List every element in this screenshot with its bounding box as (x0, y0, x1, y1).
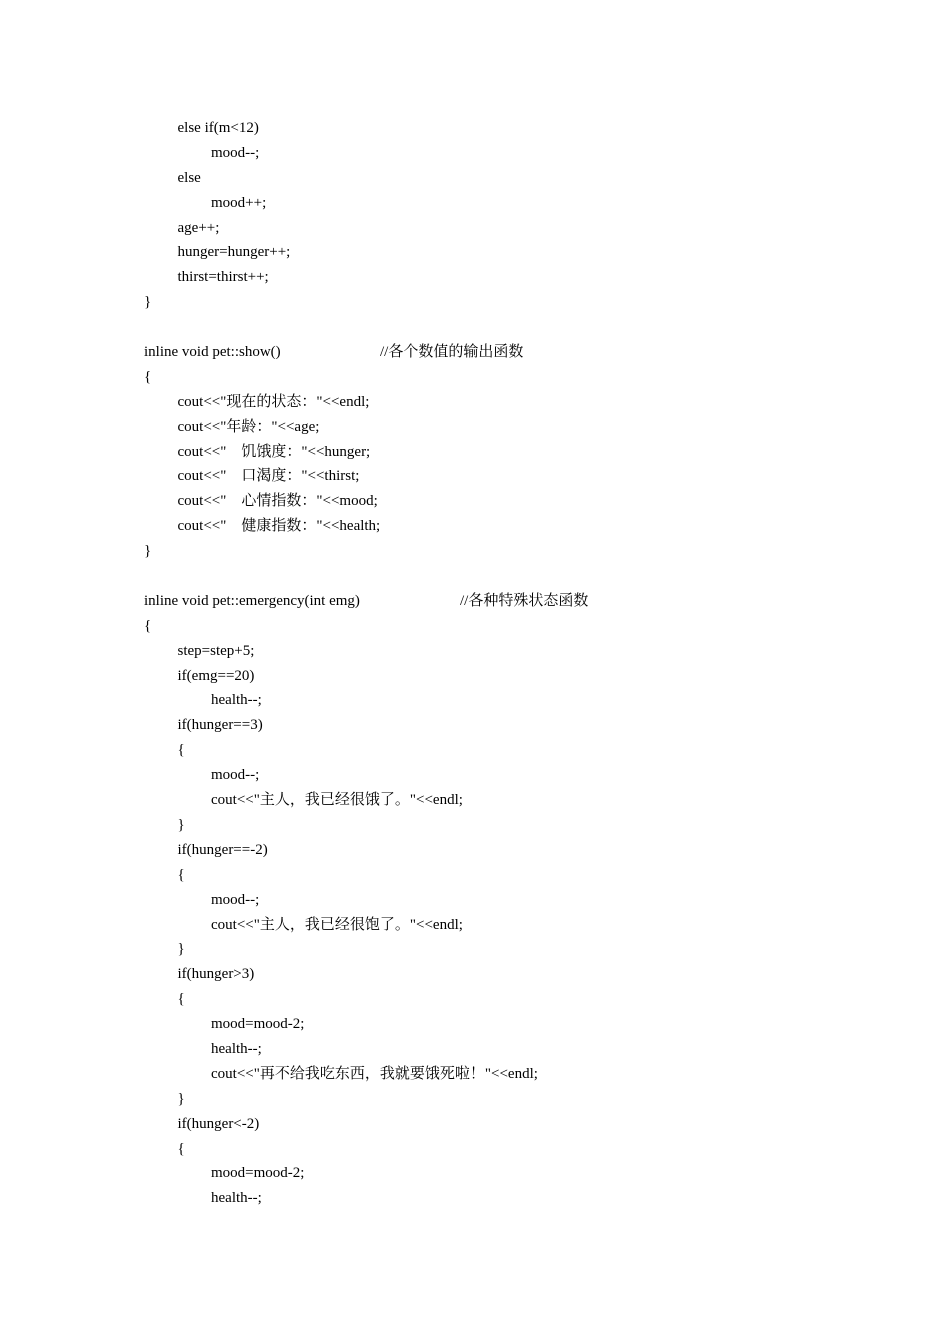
code-text: health--; (211, 1040, 262, 1057)
code-line (144, 763, 904, 788)
code-line (144, 1186, 904, 1211)
code-text: { (177, 742, 185, 759)
code-line (144, 788, 904, 813)
code-text: { (144, 617, 152, 634)
code-text: mood++; (211, 194, 267, 211)
code-line (144, 315, 904, 340)
code-text: mood--; (211, 144, 260, 161)
code-comment: //各个数值的输出函数 (380, 344, 524, 361)
code-text: cout<<"再不给我吃东西，我就要饿死啦！"<<endl; (211, 1065, 538, 1082)
code-comment: //各种特殊状态函数 (460, 592, 589, 609)
code-line (144, 838, 904, 863)
code-line (144, 265, 904, 290)
code-text: age++; (177, 219, 220, 236)
code-text: if(hunger>3) (177, 966, 255, 983)
code-text: cout<<" 饥饿度："<<hunger; (177, 443, 371, 460)
code-text: { (177, 866, 185, 883)
code-text: { (177, 991, 185, 1008)
code-line (144, 688, 904, 713)
code-line (144, 713, 904, 738)
code-line (144, 1137, 904, 1162)
code-line (144, 987, 904, 1012)
code-line (144, 1087, 904, 1112)
code-line (144, 390, 904, 415)
code-line (144, 639, 904, 664)
code-line (144, 290, 904, 315)
code-text: cout<<"主人，我已经很饿了。"<<endl; (211, 792, 463, 809)
code-text: } (144, 294, 152, 311)
code-line (144, 539, 904, 564)
code-text: cout<<"现在的状态："<<endl; (177, 393, 370, 410)
code-text: inline void pet::emergency(int emg) (144, 592, 360, 609)
code-line (144, 1161, 904, 1186)
code-line (144, 962, 904, 987)
code-listing (144, 116, 904, 1211)
code-text: else (177, 169, 201, 186)
code-line (144, 489, 904, 514)
code-text: } (144, 543, 152, 560)
code-text: if(hunger<-2) (177, 1115, 260, 1132)
code-line (144, 166, 904, 191)
code-line (144, 340, 904, 365)
code-text: if(emg==20) (177, 667, 255, 684)
code-text: mood=mood-2; (211, 1016, 305, 1033)
code-text: } (177, 816, 185, 833)
code-line (144, 937, 904, 962)
code-line (144, 813, 904, 838)
code-line (144, 141, 904, 166)
code-line (144, 1012, 904, 1037)
code-line (144, 365, 904, 390)
code-line (144, 564, 904, 589)
code-line (144, 738, 904, 763)
code-line (144, 191, 904, 216)
code-text: { (177, 1140, 185, 1157)
code-text: health--; (211, 692, 262, 709)
code-text: thirst=thirst++; (177, 269, 269, 286)
code-line (144, 664, 904, 689)
code-text: } (177, 1090, 185, 1107)
code-text: if(hunger==-2) (177, 841, 268, 858)
code-line (144, 116, 904, 141)
code-text: hunger=hunger++; (177, 244, 291, 261)
code-line (144, 913, 904, 938)
code-line (144, 240, 904, 265)
code-line (144, 1062, 904, 1087)
code-line (144, 514, 904, 539)
code-text: cout<<" 口渴度："<<thirst; (177, 468, 360, 485)
code-line (144, 440, 904, 465)
code-text: step=step+5; (177, 642, 255, 659)
code-text: cout<<"年龄："<<age; (177, 418, 320, 435)
code-line (144, 863, 904, 888)
code-line (144, 589, 904, 614)
code-line (144, 216, 904, 241)
code-text: { (144, 368, 152, 385)
code-line (144, 415, 904, 440)
code-line (144, 1112, 904, 1137)
code-line (144, 888, 904, 913)
code-line (144, 1037, 904, 1062)
code-text: mood--; (211, 767, 260, 784)
code-text: health--; (211, 1190, 262, 1207)
code-text: mood=mood-2; (211, 1165, 305, 1182)
code-line (144, 614, 904, 639)
code-text: } (177, 941, 185, 958)
code-text: else if(m<12) (177, 120, 259, 136)
code-text: cout<<" 健康指数："<<health; (177, 518, 381, 535)
code-text: if(hunger==3) (177, 717, 263, 734)
code-text: mood--; (211, 891, 260, 908)
code-line (144, 464, 904, 489)
code-text: cout<<" 心情指数："<<mood; (177, 493, 378, 510)
code-text: inline void pet::show() (144, 344, 281, 361)
code-text: cout<<"主人，我已经很饱了。"<<endl; (211, 916, 463, 933)
